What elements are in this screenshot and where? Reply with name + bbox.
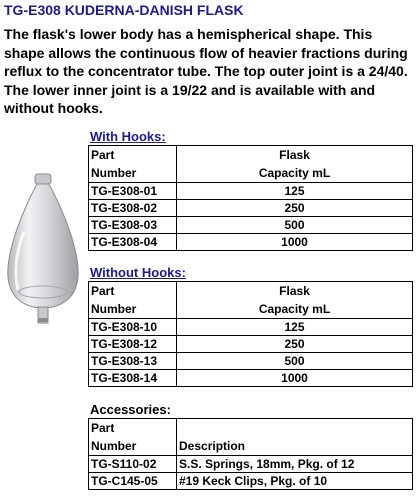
table-row: TG-E308-03 500 bbox=[89, 217, 413, 234]
table-row: TG-E308-02 250 bbox=[89, 200, 413, 217]
part-number-header: Part Number bbox=[89, 146, 177, 183]
table-header-row bbox=[89, 419, 413, 456]
table-row: TG-E308-10 125 bbox=[89, 319, 413, 336]
accessories-heading: Accessories: bbox=[90, 402, 171, 417]
with-hooks-heading: With Hooks: bbox=[90, 129, 166, 144]
table-row: TG-E308-01 125 bbox=[89, 183, 413, 200]
part-number-header: Part Number bbox=[89, 419, 177, 456]
table-row: TG-E308-12 250 bbox=[89, 336, 413, 353]
table-row: TG-E308-04 1000 bbox=[89, 234, 413, 251]
table-row: TG-E308-14 1000 bbox=[89, 370, 413, 387]
without-hooks-heading: Without Hooks: bbox=[90, 265, 186, 280]
accessories-table bbox=[88, 418, 413, 490]
product-description: The flask's lower body has a hemispherical shape. This shape allows the continuous flow of heavier fractions during reflux to the concentrator tube. The top outer joint is a 24/40. The lower inner joint is a 19/22 and is available with and without hooks. bbox=[4, 26, 408, 116]
table-row: TG-S110-02 S.S. Springs, 18mm, Pkg. of 12 bbox=[89, 456, 413, 473]
description-header: Description bbox=[177, 419, 413, 456]
table-header-row bbox=[89, 146, 413, 183]
page-title: TG-E308 KUDERNA-DANISH FLASK bbox=[4, 2, 244, 18]
without-hooks-table bbox=[88, 281, 413, 387]
table-row: TG-C145-05 #19 Keck Clips, Pkg. of 10 bbox=[89, 473, 413, 490]
part-number-header: Part Number bbox=[89, 282, 177, 319]
with-hooks-table bbox=[88, 145, 413, 251]
table-row: TG-E308-13 500 bbox=[89, 353, 413, 370]
flask-image bbox=[2, 172, 84, 332]
capacity-header: Flask Capacity mL bbox=[177, 146, 413, 183]
capacity-header: Flask Capacity mL bbox=[177, 282, 413, 319]
table-header-row bbox=[89, 282, 413, 319]
